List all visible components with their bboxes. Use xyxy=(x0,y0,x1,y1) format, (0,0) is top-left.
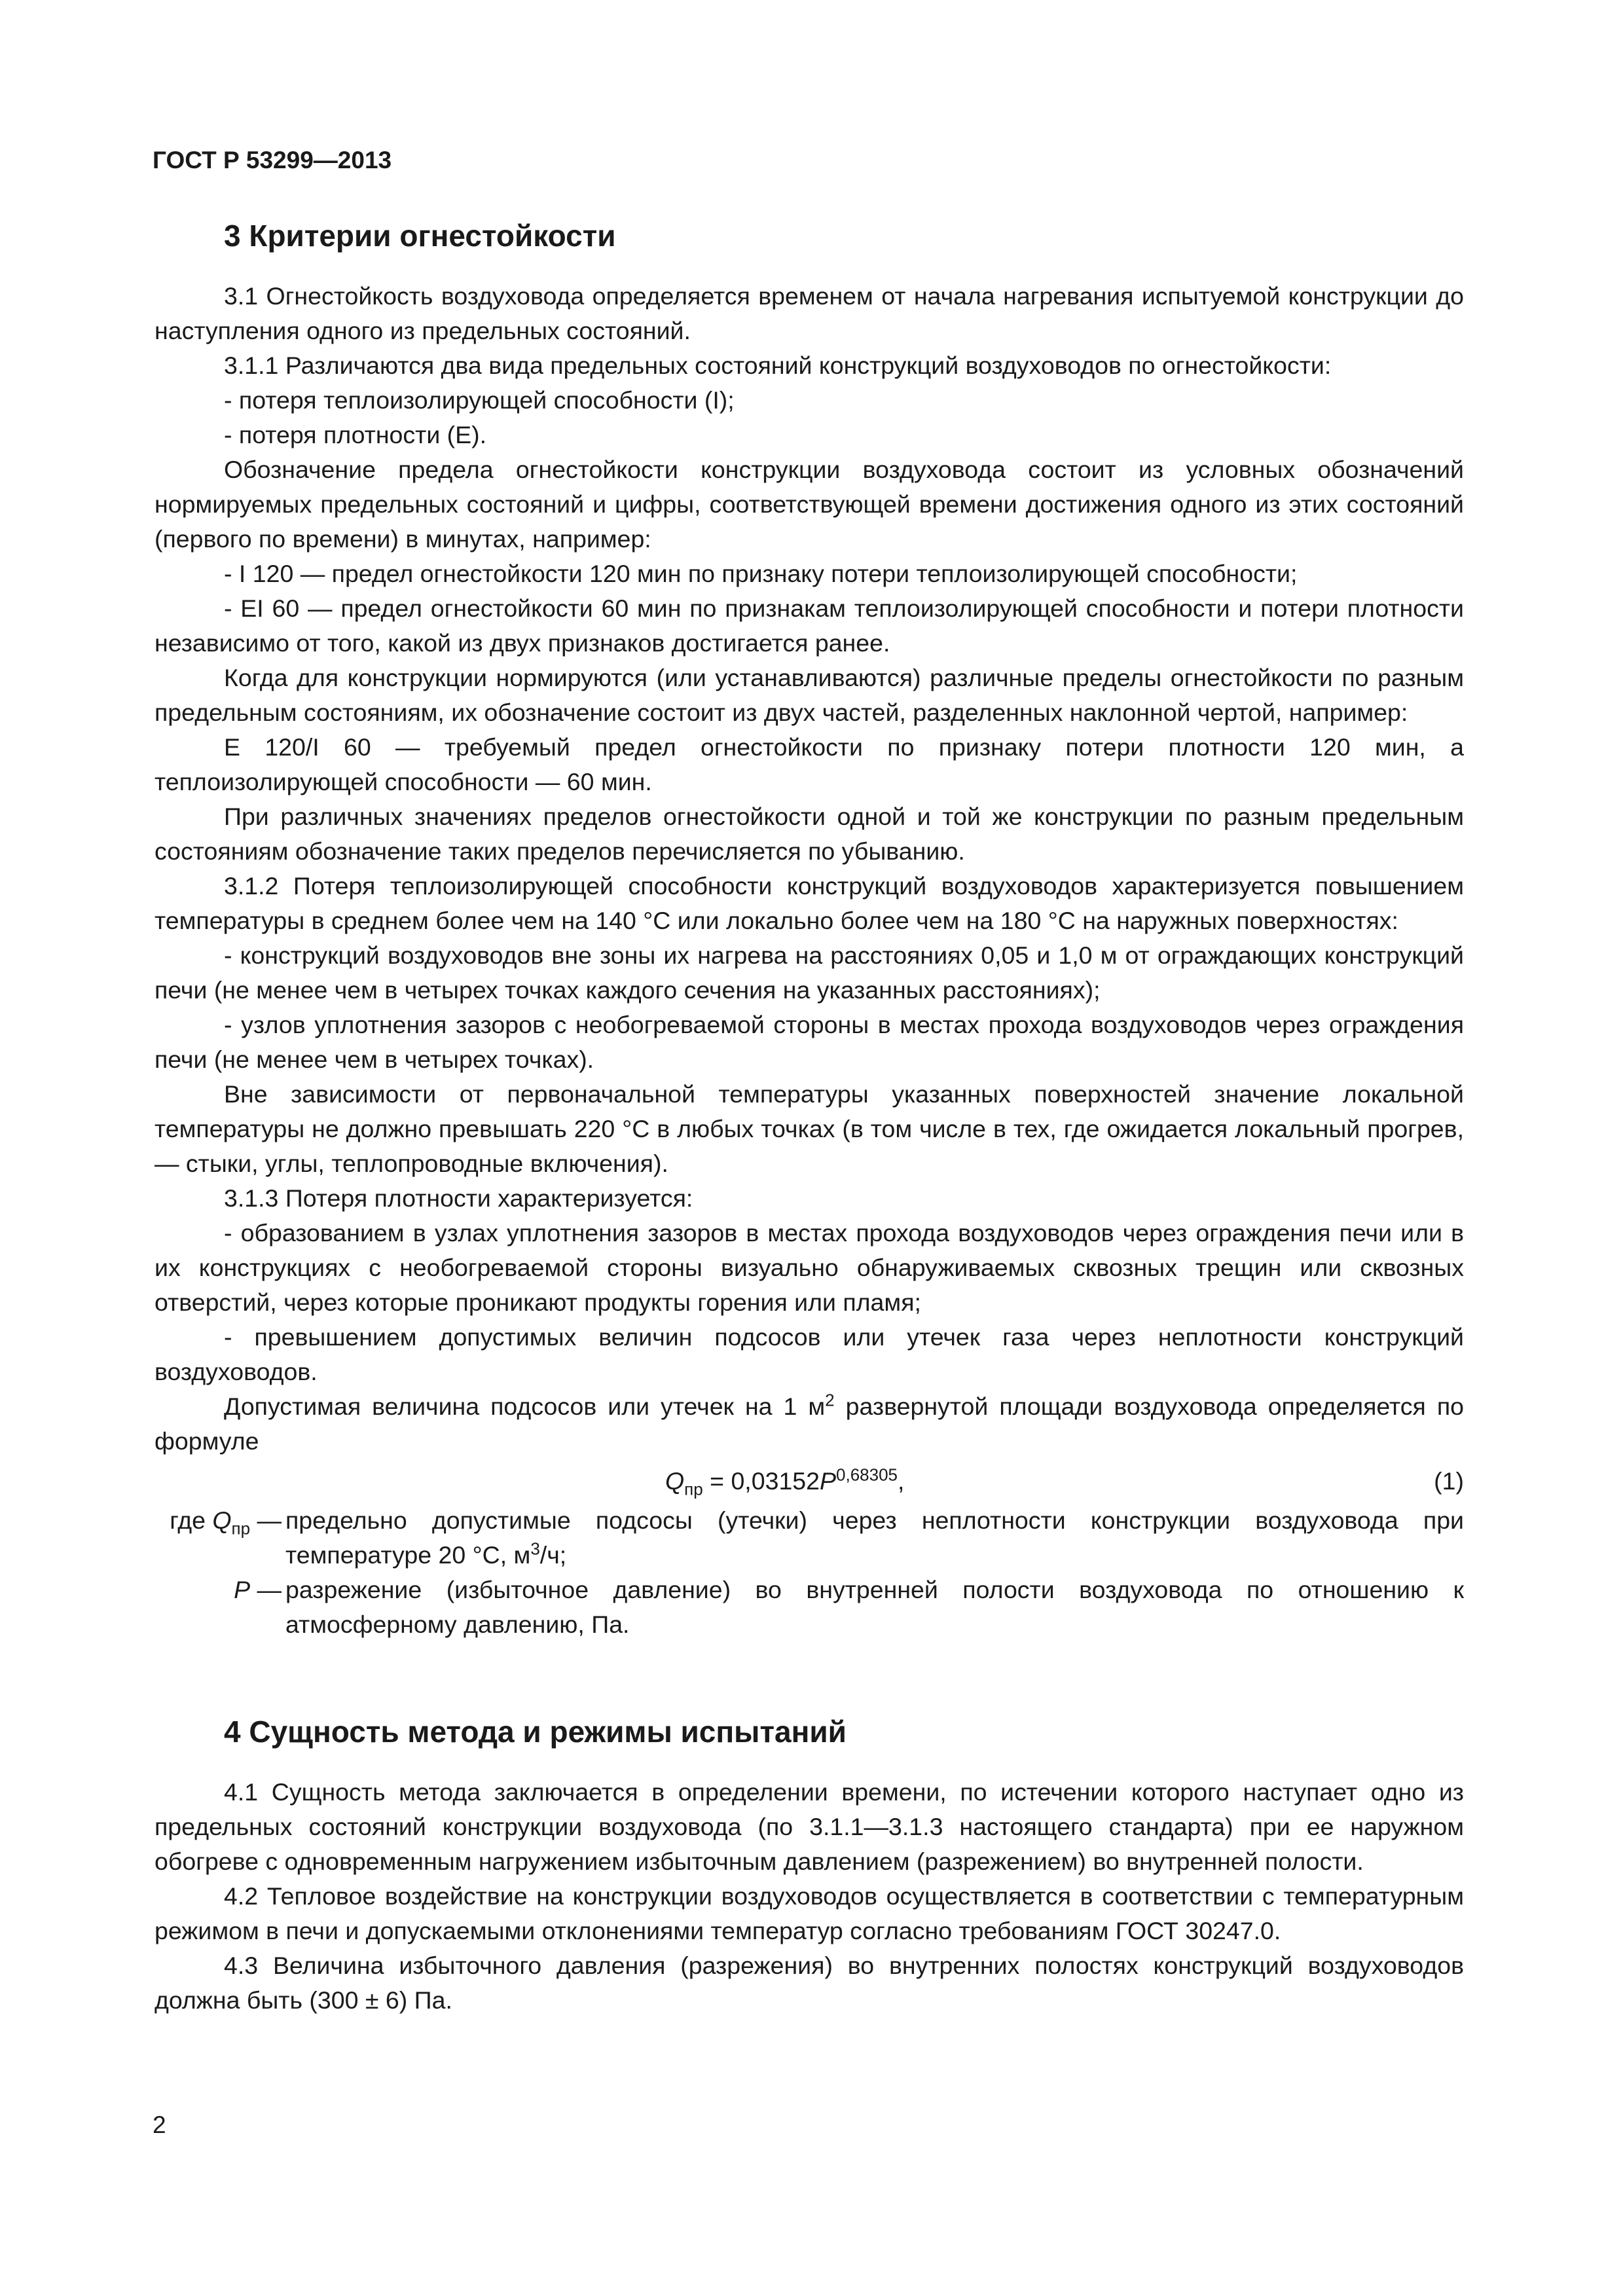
list-item-loss-integrity: - потеря плотности (E). xyxy=(224,421,487,448)
paragraph-descending-order: При различных значениях пределов огнестойкости одной и той же конструкции по разным предельным состояниям обозначение таких пределов перечисляется по убыванию. xyxy=(155,803,1464,865)
paragraph-3-1-2: 3.1.2 Потеря теплоизолирующей способности конструкций воздуховодов характеризуется повышением температуры в среднем более чем на 140 °С или локально более чем на 180 °С на наружных поверхностях: xyxy=(155,872,1464,934)
paragraph-3-1: 3.1 Огнестойкость воздуховода определяется временем от начала нагревания испытуемой конструкции до наступления одного из предельных состояний. xyxy=(155,282,1464,344)
paragraph-4-1: 4.1 Сущность метода заключается в определении времени, по истечении которого наступает одно из предельных состояний конструкции воздуховода (по 3.1.1—3.1.3 настоящего стандарта) при ее наружном обогреве с одновременным нагружением избыточным давлением (разрежением) во внутренней полости. xyxy=(155,1778,1464,1875)
section-3 xyxy=(155,216,1464,1642)
paragraph-local-temperature: Вне зависимости от первоначальной температуры указанных поверхностей значение локальной температуры не должно превышать 220 °С в любых точках (в том числе в тех, где ожидается локальный прогрев, — стыки, углы, теплопроводные включения). xyxy=(155,1080,1464,1177)
document-code: ГОСТ Р 53299—2013 xyxy=(153,147,392,173)
paragraph-4-3: 4.3 Величина избыточного давления (разрежения) во внутренних полостях конструкций воздуховодов должна быть (300 ± 6) Па. xyxy=(155,1952,1464,2014)
paragraph-formula-intro: Допустимая величина подсосов или утечек на 1 $м^2$ развернутой площади воздуховода определяется по формуле xyxy=(155,1390,1464,1455)
paragraph-3-1-3: 3.1.3 Потеря плотности характеризуется: xyxy=(224,1184,693,1212)
legend-def-p: разрежение (избыточное давление) во внутренней полости воздуховода по отношению к атмосферному давлению, Па. xyxy=(285,1576,1464,1638)
legend-def-q: предельно допустимые подсосы (утечки) через неплотности конструкции воздуховода при температуре 20 °С, $м^3/ч$; xyxy=(285,1506,1464,1569)
legend-term-q: где $Q_{пр}$ — xyxy=(170,1506,282,1539)
section-4 xyxy=(155,1712,1464,2018)
list-item-cracks: - образованием в узлах уплотнения зазоров в местах прохода воздуховодов через ограждения печи или в их конструкциях с необогреваемой стороны визуально обнаруживаемых сквозных трещин или сквозных отверстий, через которые проникают продукты горения или пламя; xyxy=(155,1219,1464,1316)
list-item-gap-seal-nodes: - узлов уплотнения зазоров с необогреваемой стороны в местах прохода воздуховодов через ограждения печи (не менее чем в четырех точках). xyxy=(155,1011,1464,1073)
paragraph-multiple-limits: Когда для конструкции нормируются (или устанавливаются) различные пределы огнестойкости по разным предельным состояниям, их обозначение состоит из двух частей, разделенных наклонной чертой, например: xyxy=(155,664,1464,726)
formula-number: (1) xyxy=(1434,1467,1464,1495)
example-i120: - I 120 — предел огнестойкости 120 мин по признаку потери теплоизолирующей способности; xyxy=(224,560,1298,587)
paragraph-4-2: 4.2 Тепловое воздействие на конструкции воздуховодов осуществляется в соответствии с температурным режимом в печи и допускаемыми отклонениями температур согласно требованиям ГОСТ 30247.0. xyxy=(155,1882,1464,1944)
section-4-title: 4 Сущность метода и режимы испытаний xyxy=(224,1715,847,1749)
page-number: 2 xyxy=(153,2111,166,2138)
example-ei60: - EI 60 — предел огнестойкости 60 мин по признакам теплоизолирующей способности и потери плотности независимо от того, какой из двух признаков достигается ранее. xyxy=(155,594,1464,657)
formula-1 xyxy=(155,1459,1464,1503)
paragraph-3-1-1: 3.1.1 Различаются два вида предельных состояний конструкций воздуховодов по огнестойкости: xyxy=(224,352,1332,379)
example-e120-i60: E 120/I 60 — требуемый предел огнестойкости по признаку потери плотности 120 мин, а теплоизолирующей способности — 60 мин. xyxy=(155,733,1464,795)
section-3-title: 3 Критерии огнестойкости xyxy=(224,219,616,253)
legend-term-p: P — xyxy=(234,1576,282,1603)
formula-expression: $Q_{пр} = 0,03152P^{0,68305}$, xyxy=(665,1465,905,1499)
paragraph-designation: Обозначение предела огнестойкости конструкции воздуховода состоит из условных обозначений нормируемых предельных состояний и цифры, соответствующей времени достижения одного из этих состояний (первого по времени) в минутах, например: xyxy=(155,456,1464,553)
list-item-loss-insulation: - потеря теплоизолирующей способности (I); xyxy=(224,386,735,414)
list-item-outside-heating-zone: - конструкций воздуховодов вне зоны их нагрева на расстояниях 0,05 и 1,0 м от ограждающих конструкций печи (не менее чем в четырех точках каждого сечения на указанных расстояниях); xyxy=(155,941,1464,1004)
formula-legend xyxy=(155,1503,1464,1642)
list-item-leakage: - превышением допустимых величин подсосов или утечек газа через неплотности конструкций воздуховодов. xyxy=(155,1323,1464,1385)
